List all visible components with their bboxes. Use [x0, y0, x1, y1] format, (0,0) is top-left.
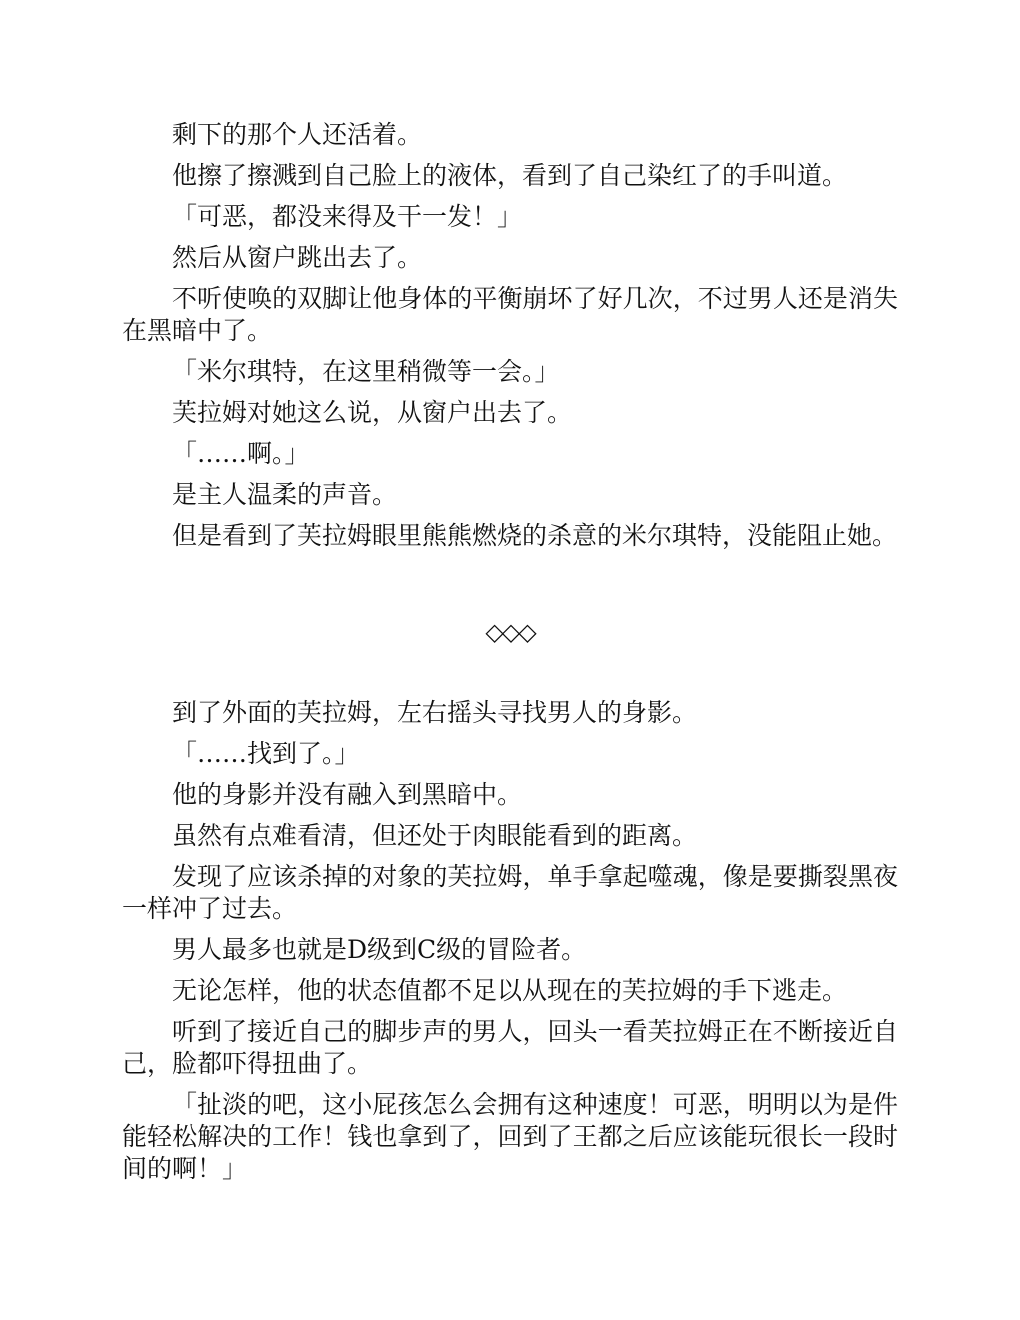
scene-separator: ◇◇◇ — [485, 618, 535, 646]
paragraph: 但是看到了芙拉姆眼里熊熊燃烧的杀意的米尔琪特，没能阻止她。 — [172, 521, 898, 550]
paragraph: 剩下的那个人还活着。 — [172, 120, 423, 149]
paragraph: 「米尔琪特，在这里稍微等一会。」 — [172, 357, 560, 386]
paragraph: 然后从窗户跳出去了。 — [172, 243, 423, 272]
paragraph: 他的身影并没有融入到黑暗中。 — [172, 780, 523, 809]
paragraph: 是主人温柔的声音。 — [172, 480, 398, 509]
paragraph: 「……找到了。」 — [172, 739, 360, 768]
section-two — [122, 697, 898, 1194]
paragraph: 无论怎样，他的状态值都不足以从现在的芙拉姆的手下逃走。 — [172, 976, 848, 1005]
paragraph: 「扯淡的吧，这小屁孩怎么会拥有这种速度！可恶，明明以为是件能轻松解决的工作！钱也拿到了，回到了王都之后应该能玩很长一段时间的啊！」 — [122, 1090, 898, 1183]
paragraph: 到了外面的芙拉姆，左右摇头寻找男人的身影。 — [172, 698, 698, 727]
paragraph: 发现了应该杀掉的对象的芙拉姆，单手拿起噬魂，像是要撕裂黑夜一样冲了过去。 — [122, 862, 898, 923]
paragraph: 「可恶，都没来得及干一发！」 — [172, 202, 523, 231]
section-one — [122, 119, 898, 561]
paragraph: 芙拉姆对她这么说，从窗户出去了。 — [172, 398, 573, 427]
paragraph: 不听使唤的双脚让他身体的平衡崩坏了好几次，不过男人还是消失在黑暗中了。 — [122, 284, 898, 345]
paragraph: 他擦了擦溅到自己脸上的液体，看到了自己染红了的手叫道。 — [172, 161, 848, 190]
paragraph: 听到了接近自己的脚步声的男人，回头一看芙拉姆正在不断接近自己，脸都吓得扭曲了。 — [122, 1017, 898, 1078]
paragraph: 虽然有点难看清，但还处于肉眼能看到的距离。 — [172, 821, 698, 850]
paragraph: 男人最多也就是D级到C级的冒险者。 — [172, 935, 587, 964]
paragraph: 「……啊。」 — [172, 439, 310, 468]
